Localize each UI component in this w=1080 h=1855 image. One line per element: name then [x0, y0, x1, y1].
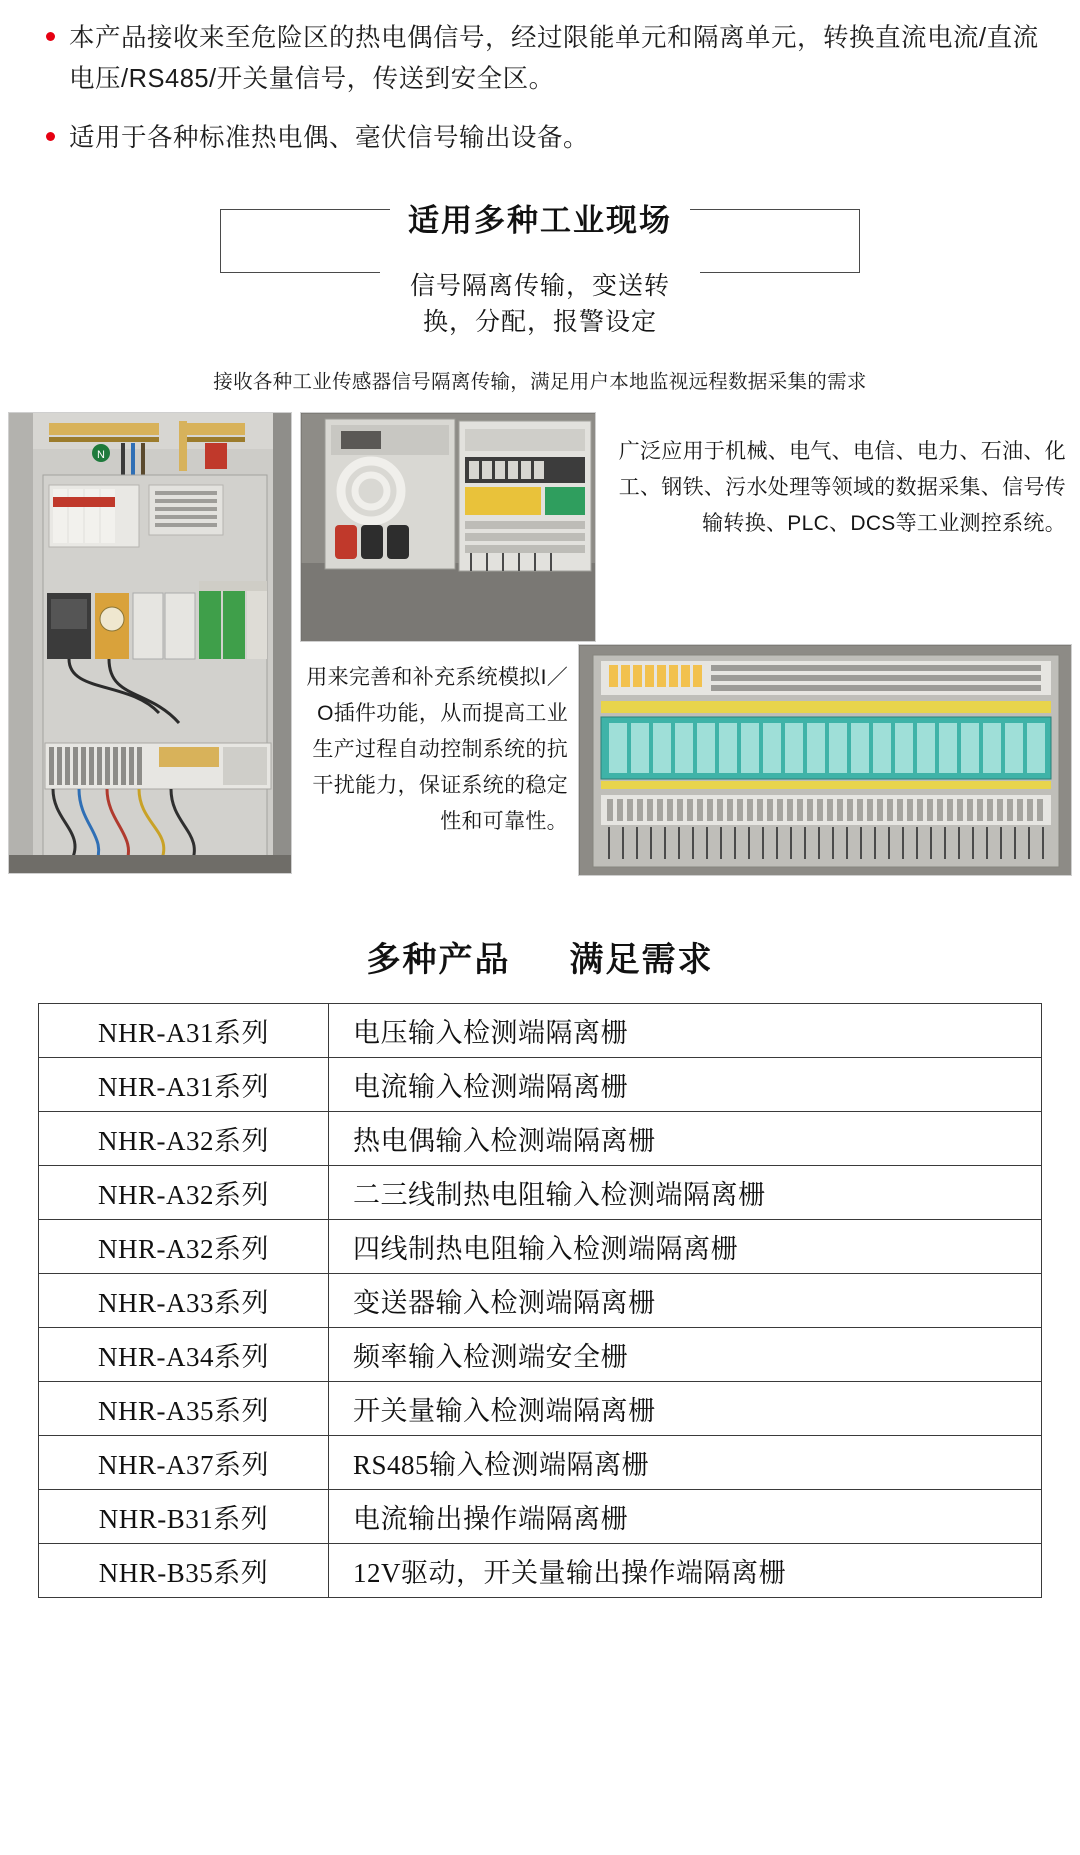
- product-name: 电流输出操作端隔离栅: [329, 1490, 1042, 1544]
- product-code: NHR-A35系列: [39, 1382, 329, 1436]
- caption-system-io: 用来完善和补充系统模拟I／O插件功能，从而提高工业生产过程自动控制系统的抗干扰能力，保证系统的稳定性和可靠性。: [306, 666, 568, 833]
- table-row: [39, 1436, 1042, 1490]
- product-name: 热电偶输入检测端隔离栅: [329, 1112, 1042, 1166]
- product-name: 电流输入检测端隔离栅: [329, 1058, 1042, 1112]
- product-table: [38, 1003, 1042, 1598]
- table-row: [39, 1490, 1042, 1544]
- intro-section: [0, 0, 1080, 159]
- product-code: NHR-A31系列: [39, 1058, 329, 1112]
- table-row: [39, 1112, 1042, 1166]
- caption-applications: 广泛应用于机械、电气、电信、电力、石油、化工、钢铁、污水处理等领域的数据采集、信号传输转换、PLC、DCS等工业测控系统。: [618, 440, 1066, 535]
- table-row: [39, 1382, 1042, 1436]
- product-code: NHR-A32系列: [39, 1220, 329, 1274]
- intro-bullet-2: [46, 118, 1046, 159]
- intro-bullet-1: [46, 18, 1046, 100]
- table-row: [39, 1274, 1042, 1328]
- headline-section: [0, 185, 1080, 394]
- control-box-illustration: [301, 413, 596, 642]
- table-row: [39, 1166, 1042, 1220]
- table-row: [39, 1058, 1042, 1112]
- product-name: 开关量输入检测端隔离栅: [329, 1382, 1042, 1436]
- product-code: NHR-A37系列: [39, 1436, 329, 1490]
- product-name: 四线制热电阻输入检测端隔离栅: [329, 1220, 1042, 1274]
- product-name: 变送器输入检测端隔离栅: [329, 1274, 1042, 1328]
- product-name: 二三线制热电阻输入检测端隔离栅: [329, 1166, 1042, 1220]
- product-code: NHR-A31系列: [39, 1004, 329, 1058]
- photo-collage: [0, 412, 1080, 902]
- product-name: 12V驱动，开关量输出操作端隔离栅: [329, 1544, 1042, 1598]
- table-row: [39, 1328, 1042, 1382]
- headline-title: 适用多种工业现场: [390, 195, 690, 240]
- product-name: 电压输入检测端隔离栅: [329, 1004, 1042, 1058]
- svg-text:N: N: [97, 449, 105, 461]
- product-code: NHR-B35系列: [39, 1544, 329, 1598]
- product-name: 频率输入检测端安全栅: [329, 1328, 1042, 1382]
- table-row: [39, 1220, 1042, 1274]
- product-code: NHR-B31系列: [39, 1490, 329, 1544]
- bullet-dot-icon: [46, 32, 55, 41]
- photo-control-cabinet: [8, 412, 292, 874]
- headline-note: 接收各种工业传感器信号隔离传输，满足用户本地监视远程数据采集的需求: [213, 371, 867, 393]
- product-table-wrap: [0, 1003, 1080, 1598]
- product-name: RS485输入检测端隔离栅: [329, 1436, 1042, 1490]
- product-code: NHR-A33系列: [39, 1274, 329, 1328]
- control-cabinet-illustration: [9, 413, 292, 874]
- table-row: [39, 1544, 1042, 1598]
- section-title: [0, 932, 1080, 981]
- table-row: [39, 1004, 1042, 1058]
- headline-box: [220, 185, 860, 350]
- product-code: NHR-A32系列: [39, 1166, 329, 1220]
- intro-bullet-2-text: 适用于各种标准热电偶、毫伏信号输出设备。: [69, 124, 590, 152]
- plc-rack-illustration: [579, 645, 1072, 876]
- product-table-body: [39, 1004, 1042, 1598]
- photo-control-box: [300, 412, 596, 642]
- intro-bullet-1-text: 本产品接收来至危险区的热电偶信号，经过限能单元和隔离单元，转换直流电流/直流电压/RS485/开关量信号，传送到安全区。: [69, 24, 1039, 93]
- headline-subtitle: 信号隔离传输，变送转换，分配，报警设定: [380, 266, 700, 338]
- photo-plc-rack: [578, 644, 1072, 876]
- section-title-right: 满足需求: [569, 941, 714, 979]
- product-code: NHR-A32系列: [39, 1112, 329, 1166]
- product-code: NHR-A34系列: [39, 1328, 329, 1382]
- section-title-left: 多种产品: [366, 941, 511, 979]
- bullet-dot-icon: [46, 132, 55, 141]
